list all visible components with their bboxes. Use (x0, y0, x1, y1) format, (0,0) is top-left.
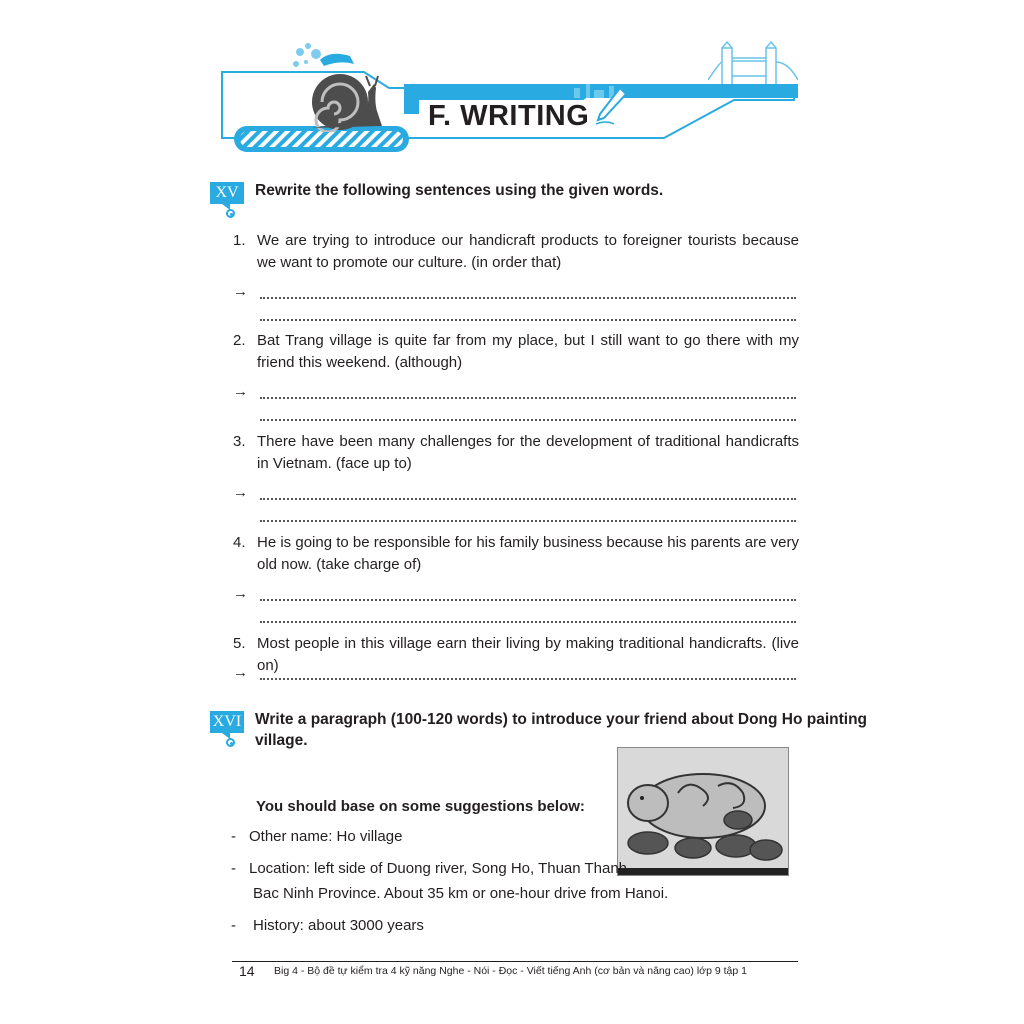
question-number: 5. (233, 635, 246, 652)
answer-line[interactable] (260, 599, 796, 601)
answer-line[interactable] (260, 520, 796, 522)
section-marker-xvi (210, 711, 244, 751)
tower-bridge-icon (708, 40, 798, 90)
question-text: He is going to be responsible for his family business because his parents are very old now. (take charge of) (257, 534, 799, 573)
heading-line: village. (255, 732, 308, 749)
question-number: 2. (233, 332, 246, 349)
question-2 (233, 330, 799, 374)
answer-line[interactable] (260, 319, 796, 321)
suggestion-text: Other name: Ho village (249, 828, 403, 845)
answer-line[interactable] (260, 397, 796, 399)
question-4 (233, 532, 799, 576)
page-number: 14 (239, 963, 255, 979)
footer-divider (232, 961, 798, 962)
suggestion-text: History: about 3000 years (253, 917, 424, 934)
suggestion-text: Bac Ninh Province. About 35 km or one-hour drive from Hanoi. (253, 885, 669, 902)
section-number: XVI (210, 711, 244, 733)
answer-line[interactable] (260, 621, 796, 623)
question-3 (233, 431, 799, 475)
pen-icon (594, 86, 628, 126)
bullet-dash: - (231, 860, 236, 877)
question-number: 4. (233, 534, 246, 551)
answer-line[interactable] (260, 419, 796, 421)
answer-line[interactable] (260, 297, 796, 299)
question-text: We are trying to introduce our handicraft products to foreigner tourists because we want to promote our culture. (in order that) (257, 232, 799, 271)
question-text: There have been many challenges for the development of traditional handicrafts in Vietnam. (face up to) (257, 433, 799, 472)
suggestion-text: Location: left side of Duong river, Song Ho, Thuan Thanh, (249, 860, 632, 877)
section-marker-xv (210, 182, 244, 222)
section-heading-xvi (255, 711, 868, 750)
section-heading-xv: Rewrite the following sentences using the given words. (255, 182, 664, 199)
question-number: 3. (233, 433, 246, 450)
suggestion-item (231, 856, 668, 906)
question-text: Bat Trang village is quite far from my place, but I still want to go there with my friend this weekend. (although) (257, 332, 799, 371)
footer-text: Big 4 - Bộ đề tự kiểm tra 4 kỹ năng Nghe - Nói - Đọc - Viết tiếng Anh (cơ bản và nâng cao) lớp 9 tập 1 (274, 965, 747, 977)
suggestion-item (231, 824, 402, 849)
marker-dot-icon (226, 209, 235, 218)
arrow-icon: → (233, 283, 248, 300)
arrow-icon: → (233, 585, 248, 602)
section-number: XV (210, 182, 244, 204)
snail-icon (290, 40, 390, 132)
question-number: 1. (233, 232, 246, 249)
question-text: Most people in this village earn their living by making traditional handicrafts. (live on) (257, 635, 799, 674)
page-title: F. WRITING (428, 100, 590, 132)
heading-line: Write a paragraph (100-120 words) to introduce your friend about Dong Ho painting (255, 711, 868, 728)
answer-line[interactable] (260, 498, 796, 500)
answer-line[interactable] (260, 678, 796, 680)
bullet-dash: - (231, 917, 236, 934)
marker-dot-icon (226, 738, 235, 747)
arrow-icon: → (233, 664, 248, 681)
suggestions-title: You should base on some suggestions below: (256, 798, 585, 815)
question-5 (233, 633, 799, 677)
question-1 (233, 230, 799, 274)
suggestion-item (231, 913, 424, 938)
arrow-icon: → (233, 383, 248, 400)
arrow-icon: → (233, 484, 248, 501)
bullet-dash: - (231, 828, 236, 845)
